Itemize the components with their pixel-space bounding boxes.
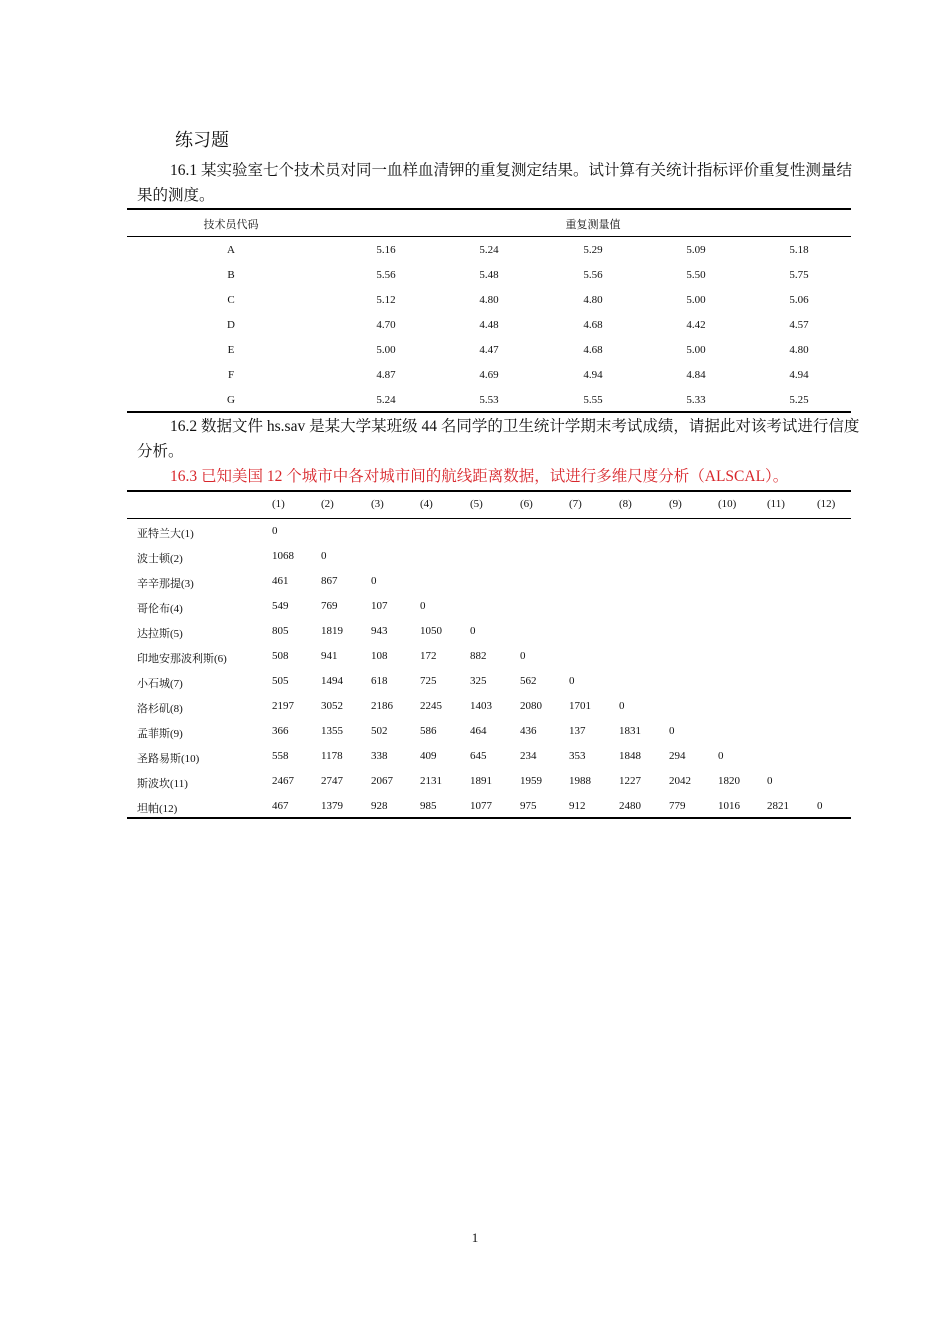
table1-measurement-value: 5.24 (479, 244, 499, 256)
table2-distance-value: 137 (569, 725, 586, 737)
table1-measurement-value: 4.94 (583, 369, 603, 381)
table2-distance-value: 325 (470, 675, 487, 687)
table2-column-header: (5) (470, 498, 483, 510)
table1-top-rule (127, 208, 851, 210)
table2-city-name: 哥伦布(4) (137, 603, 183, 615)
table2-distance-value: 0 (669, 725, 675, 737)
table1-bottom-rule (127, 411, 851, 413)
page-heading: 练习题 (175, 130, 229, 151)
table1-measurement-value: 4.42 (686, 319, 706, 331)
table2-distance-value: 234 (520, 750, 537, 762)
table2-distance-value: 0 (619, 700, 625, 712)
page-number: 1 (471, 1230, 479, 1245)
table1-measurement-value: 5.09 (686, 244, 706, 256)
table2-city-name: 坦帕(12) (137, 803, 178, 815)
table2-distance-value: 2131 (420, 775, 442, 787)
table1-header-values: 重复测量值 (565, 219, 621, 231)
table2-column-header: (4) (420, 498, 433, 510)
table1-header-rule (127, 236, 851, 237)
table2-distance-value: 1227 (619, 775, 641, 787)
table2-distance-value: 2480 (619, 800, 641, 812)
table1-measurement-value: 5.25 (789, 394, 809, 406)
table1-measurement-value: 5.18 (789, 244, 809, 256)
table2-distance-value: 502 (371, 725, 388, 737)
table2-distance-value: 107 (371, 600, 388, 612)
table2-distance-value: 461 (272, 575, 289, 587)
table1-technician-code: F (227, 369, 235, 381)
table2-distance-value: 1178 (321, 750, 343, 762)
table2-distance-value: 1959 (520, 775, 542, 787)
table2-top-rule (127, 490, 851, 492)
table2-distance-value: 1077 (470, 800, 492, 812)
table2-distance-value: 505 (272, 675, 289, 687)
table1-technician-code: G (227, 394, 235, 406)
table2-distance-value: 725 (420, 675, 437, 687)
table1-measurement-value: 5.00 (686, 344, 706, 356)
table2-distance-value: 0 (321, 550, 327, 562)
table2-distance-value: 464 (470, 725, 487, 737)
table2-column-header: (10) (718, 498, 737, 510)
table2-distance-value: 867 (321, 575, 338, 587)
table2-distance-value: 1848 (619, 750, 641, 762)
table1-measurement-value: 4.68 (583, 319, 603, 331)
table2-column-header: (1) (272, 498, 285, 510)
table2-distance-value: 1050 (420, 625, 442, 637)
table2-column-header: (2) (321, 498, 334, 510)
table2-city-name: 辛辛那提(3) (137, 578, 194, 590)
table2-column-header: (8) (619, 498, 632, 510)
table2-distance-value: 2197 (272, 700, 294, 712)
table2-column-header: (9) (669, 498, 682, 510)
table2-distance-value: 912 (569, 800, 586, 812)
table2-distance-value: 645 (470, 750, 487, 762)
table1-measurement-value: 4.80 (479, 294, 499, 306)
table2-distance-value: 618 (371, 675, 388, 687)
table2-distance-value: 508 (272, 650, 289, 662)
table2-distance-value: 2245 (420, 700, 442, 712)
table2-city-name: 孟菲斯(9) (137, 728, 183, 740)
question-16-1-text: 16.1 某实验室七个技术员对同一血样血清钾的重复测定结果。试计算有关统计指标评价重复性测量结果的测度。 (137, 162, 853, 204)
table2-distance-value: 2067 (371, 775, 393, 787)
table2-city-name: 印地安那波利斯(6) (137, 653, 227, 665)
table1-measurement-value: 4.87 (376, 369, 396, 381)
table2-distance-value: 467 (272, 800, 289, 812)
table2-city-name: 波士顿(2) (137, 553, 183, 565)
table2-distance-value: 0 (371, 575, 377, 587)
table2-distance-value: 108 (371, 650, 388, 662)
table2-column-header: (12) (817, 498, 836, 510)
table1-technician-code: E (227, 344, 235, 356)
table2-header-rule (127, 518, 851, 519)
table2-distance-value: 2080 (520, 700, 542, 712)
table1-measurement-value: 5.06 (789, 294, 809, 306)
table2-distance-value: 586 (420, 725, 437, 737)
table1-measurement-value: 4.94 (789, 369, 809, 381)
table1-technician-code: A (227, 244, 235, 256)
table1-measurement-value: 5.29 (583, 244, 603, 256)
table2-distance-value: 941 (321, 650, 338, 662)
table2-distance-value: 1819 (321, 625, 343, 637)
table1-measurement-value: 5.56 (376, 269, 396, 281)
table1-measurement-value: 4.80 (789, 344, 809, 356)
table2-distance-value: 1355 (321, 725, 343, 737)
table1-measurement-value: 4.80 (583, 294, 603, 306)
table2-distance-value: 0 (767, 775, 773, 787)
table1-measurement-value: 4.69 (479, 369, 499, 381)
table2-distance-value: 0 (470, 625, 476, 637)
table2-distance-value: 366 (272, 725, 289, 737)
table1-measurement-value: 5.16 (376, 244, 396, 256)
table1-measurement-value: 5.48 (479, 269, 499, 281)
table2-distance-value: 0 (569, 675, 575, 687)
table1-measurement-value: 4.68 (583, 344, 603, 356)
table2-distance-value: 2186 (371, 700, 393, 712)
table1-measurement-value: 5.50 (686, 269, 706, 281)
table2-distance-value: 2747 (321, 775, 343, 787)
table2-distance-value: 975 (520, 800, 537, 812)
table2-distance-value: 338 (371, 750, 388, 762)
table2-distance-value: 549 (272, 600, 289, 612)
table2-distance-value: 2467 (272, 775, 294, 787)
table2-distance-value: 1068 (272, 550, 294, 562)
table2-distance-value: 0 (520, 650, 526, 662)
table2-city-name: 圣路易斯(10) (137, 753, 200, 765)
table2-distance-value: 805 (272, 625, 289, 637)
table2-distance-value: 985 (420, 800, 437, 812)
table1-measurement-value: 5.75 (789, 269, 809, 281)
question-16-2-text: 16.2 数据文件 hs.sav 是某大学某班级 44 名同学的卫生统计学期末考试成绩，请据此对该考试进行信度分析。 (137, 418, 860, 460)
table2-distance-value: 436 (520, 725, 537, 737)
table2-distance-value: 1891 (470, 775, 492, 787)
table1-measurement-value: 5.00 (376, 344, 396, 356)
table2-distance-value: 1016 (718, 800, 740, 812)
table1-technician-code: D (227, 319, 235, 331)
table1-measurement-value: 4.48 (479, 319, 499, 331)
table2-column-header: (7) (569, 498, 582, 510)
table2-distance-value: 2042 (669, 775, 691, 787)
table1-measurement-value: 5.33 (686, 394, 706, 406)
table2-city-name: 斯波坎(11) (137, 778, 188, 790)
table1-technician-code: C (227, 294, 235, 306)
question-16-3-text: 16.3 已知美国 12 个城市中各对城市间的航线距离数据，试进行多维尺度分析（ALSCAL）。 (170, 468, 789, 485)
table2-bottom-rule (127, 817, 851, 819)
table2-distance-value: 769 (321, 600, 338, 612)
table1-measurement-value: 5.53 (479, 394, 499, 406)
table2-column-header: (11) (767, 498, 785, 510)
table2-distance-value: 294 (669, 750, 686, 762)
table2-distance-value: 1988 (569, 775, 591, 787)
table2-distance-value: 943 (371, 625, 388, 637)
table1-measurement-value: 4.84 (686, 369, 706, 381)
table1-measurement-value: 5.24 (376, 394, 396, 406)
table1-measurement-value: 4.57 (789, 319, 809, 331)
table2-column-header: (6) (520, 498, 533, 510)
table1-header-code: 技术员代码 (203, 219, 259, 231)
table2-distance-value: 0 (817, 800, 823, 812)
table1-technician-code: B (227, 269, 235, 281)
table2-city-name: 小石城(7) (137, 678, 183, 690)
table2-distance-value: 558 (272, 750, 289, 762)
table1-measurement-value: 4.70 (376, 319, 396, 331)
table2-city-name: 亚特兰大(1) (137, 528, 194, 540)
table2-distance-value: 1379 (321, 800, 343, 812)
table2-distance-value: 1831 (619, 725, 641, 737)
table2-distance-value: 562 (520, 675, 537, 687)
table2-city-name: 洛杉矶(8) (137, 703, 183, 715)
table1-measurement-value: 4.47 (479, 344, 499, 356)
table2-city-name: 达拉斯(5) (137, 628, 183, 640)
table2-distance-value: 1820 (718, 775, 740, 787)
table2-distance-value: 779 (669, 800, 686, 812)
table2-distance-value: 172 (420, 650, 437, 662)
table2-distance-value: 0 (420, 600, 426, 612)
table2-distance-value: 353 (569, 750, 586, 762)
table2-distance-value: 0 (272, 525, 278, 537)
table2-distance-value: 409 (420, 750, 437, 762)
table2-distance-value: 1494 (321, 675, 343, 687)
table1-measurement-value: 5.55 (583, 394, 603, 406)
table2-distance-value: 882 (470, 650, 487, 662)
table2-distance-value: 1403 (470, 700, 492, 712)
table2-distance-value: 3052 (321, 700, 343, 712)
table1-measurement-value: 5.56 (583, 269, 603, 281)
table2-distance-value: 2821 (767, 800, 789, 812)
table2-distance-value: 928 (371, 800, 388, 812)
table2-column-header: (3) (371, 498, 384, 510)
table2-distance-value: 1701 (569, 700, 591, 712)
table1-measurement-value: 5.00 (686, 294, 706, 306)
table2-distance-value: 0 (718, 750, 724, 762)
table1-measurement-value: 5.12 (376, 294, 396, 306)
